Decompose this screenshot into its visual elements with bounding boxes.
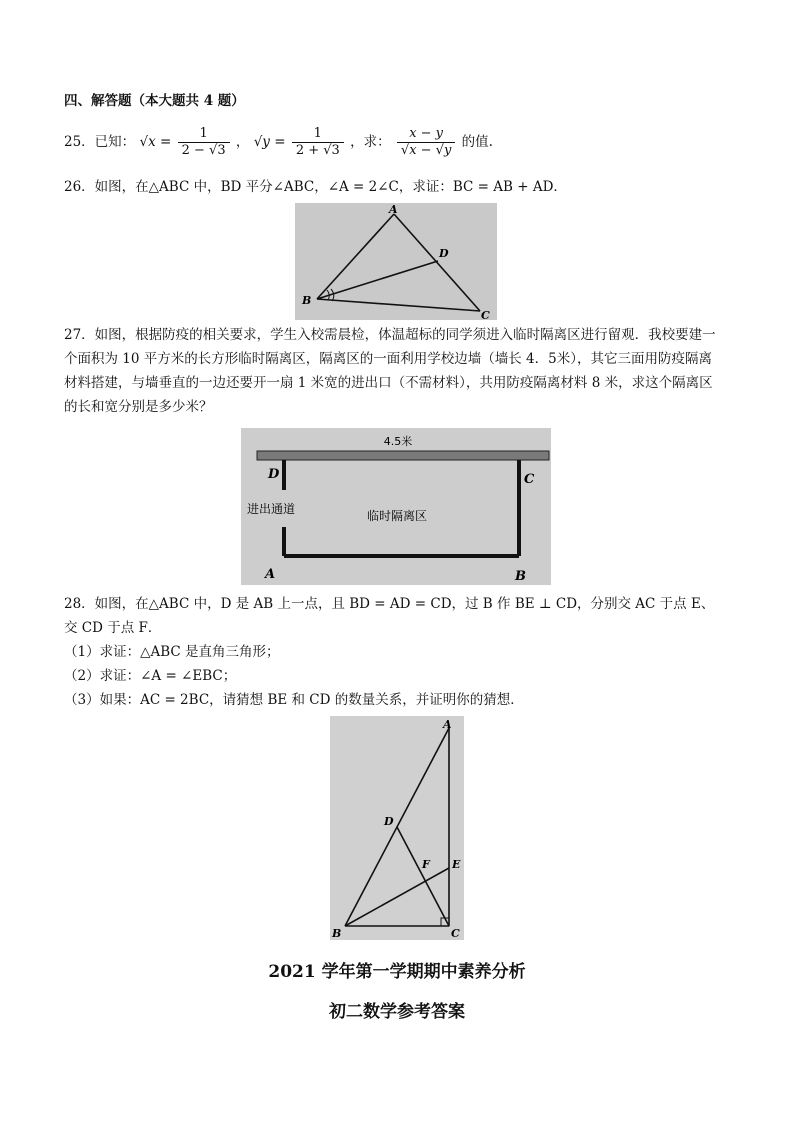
q27-isolation-zone-diagram (241, 428, 551, 585)
q28-part-1: （1）求证：△ABC 是直角三角形； (64, 644, 280, 660)
q27-label-a: A (265, 567, 276, 582)
q28-figure (330, 716, 464, 940)
q28-label-f: F (422, 858, 430, 871)
q25-sqrt-y: √y (253, 134, 270, 150)
q25-ask: ，求： (350, 134, 391, 150)
q25-frac2-denominator: 2 + √3 (295, 143, 340, 158)
answer-section-title: 2021 学年第一学期期中素养分析 (268, 962, 526, 982)
q25-fraction-2 (292, 126, 344, 159)
q25-comma: ， (235, 134, 250, 150)
q28-part-3: （3）如果：AC = 2BC，请猜想 BE 和 CD 的数量关系，并证明你的猜想． (64, 692, 524, 708)
q27-line-2: 个面积为 10 平方米的长方形临时隔离区，隔离区的一面利用学校边墙（墙长 4．5米），其它三面用防疫隔离 (64, 351, 712, 367)
q27-line-1: 27．如图，根据防疫的相关要求，学生入校需晨检，体温超标的同学须进入临时隔离区进行留观．我校要建一 (64, 327, 716, 343)
q27-zone-label: 临时隔离区 (367, 509, 428, 523)
q25-tail: 的值. (461, 134, 493, 150)
q26-triangle-diagram (295, 203, 497, 320)
q27-line-3: 材料搭建，与墙垂直的一边还要开一扇 1 米宽的进出口（不需材料），共用防疫隔离材料 8 米，求这个隔离区 (64, 375, 713, 391)
q25-frac1-denominator: 2 − √3 (181, 143, 226, 158)
q27-label-d: D (268, 467, 280, 482)
q27-label-b: B (515, 569, 526, 584)
q27-line-4: 的长和宽分别是多少米？ (64, 399, 213, 415)
q28-line-1: 28．如图，在△ABC 中，D 是 AB 上一点，且 BD = AD = CD，过 B 作 BE ⊥ CD，分别交 AC 于点 E、 (64, 596, 715, 612)
q25-frac2-numerator: 1 (292, 126, 344, 143)
q27-label-c: C (524, 472, 535, 487)
q28-line-2: 交 CD 于点 F． (64, 620, 162, 636)
q26-figure (295, 203, 497, 320)
q28-part-2: （2）求证：∠A = ∠EBC； (64, 668, 237, 684)
q25-eq2: = (274, 134, 290, 150)
q27-entrance-label: 进出通道 (247, 502, 296, 516)
q28-label-d: D (384, 815, 394, 828)
question-26: 26．如图，在△ABC 中，BD 平分∠ABC，∠A = 2∠C，求证：BC = AB + AD． (64, 179, 567, 195)
q25-fraction-3 (397, 126, 455, 159)
q28-label-a: A (443, 718, 452, 731)
q27-wall-label: 4.5米 (383, 435, 413, 448)
q25-frac1-numerator: 1 (178, 126, 230, 143)
q25-eq1: = (160, 134, 176, 150)
question-25 (64, 122, 493, 162)
q26-segment-ac (394, 214, 480, 311)
q28-label-c: C (451, 927, 460, 940)
q26-segment-bc (317, 299, 480, 311)
q26-label-d: D (439, 247, 449, 260)
answer-section-subtitle: 初二数学参考答案 (329, 1002, 465, 1022)
q26-label-a: A (389, 203, 398, 216)
section-title: 四、解答题（本大题共 4 题） (64, 93, 245, 109)
question-27 (64, 323, 734, 419)
q26-label-c: C (481, 309, 490, 320)
q28-label-b: B (332, 927, 342, 940)
q25-sqrt-x: √x (139, 134, 156, 150)
q28-label-e: E (452, 858, 461, 871)
q27-figure (241, 428, 551, 585)
q25-frac3-numerator: x − y (397, 126, 455, 143)
q26-label-b: B (302, 294, 312, 307)
q27-wall (257, 451, 549, 460)
question-28 (64, 592, 734, 712)
q28-triangle-diagram (330, 716, 464, 940)
q25-prefix: 25．已知： (64, 134, 136, 150)
q28-segment-cd (397, 827, 449, 926)
q25-fraction-1 (178, 126, 230, 159)
q25-frac3-denominator: √x − √y (400, 143, 452, 158)
